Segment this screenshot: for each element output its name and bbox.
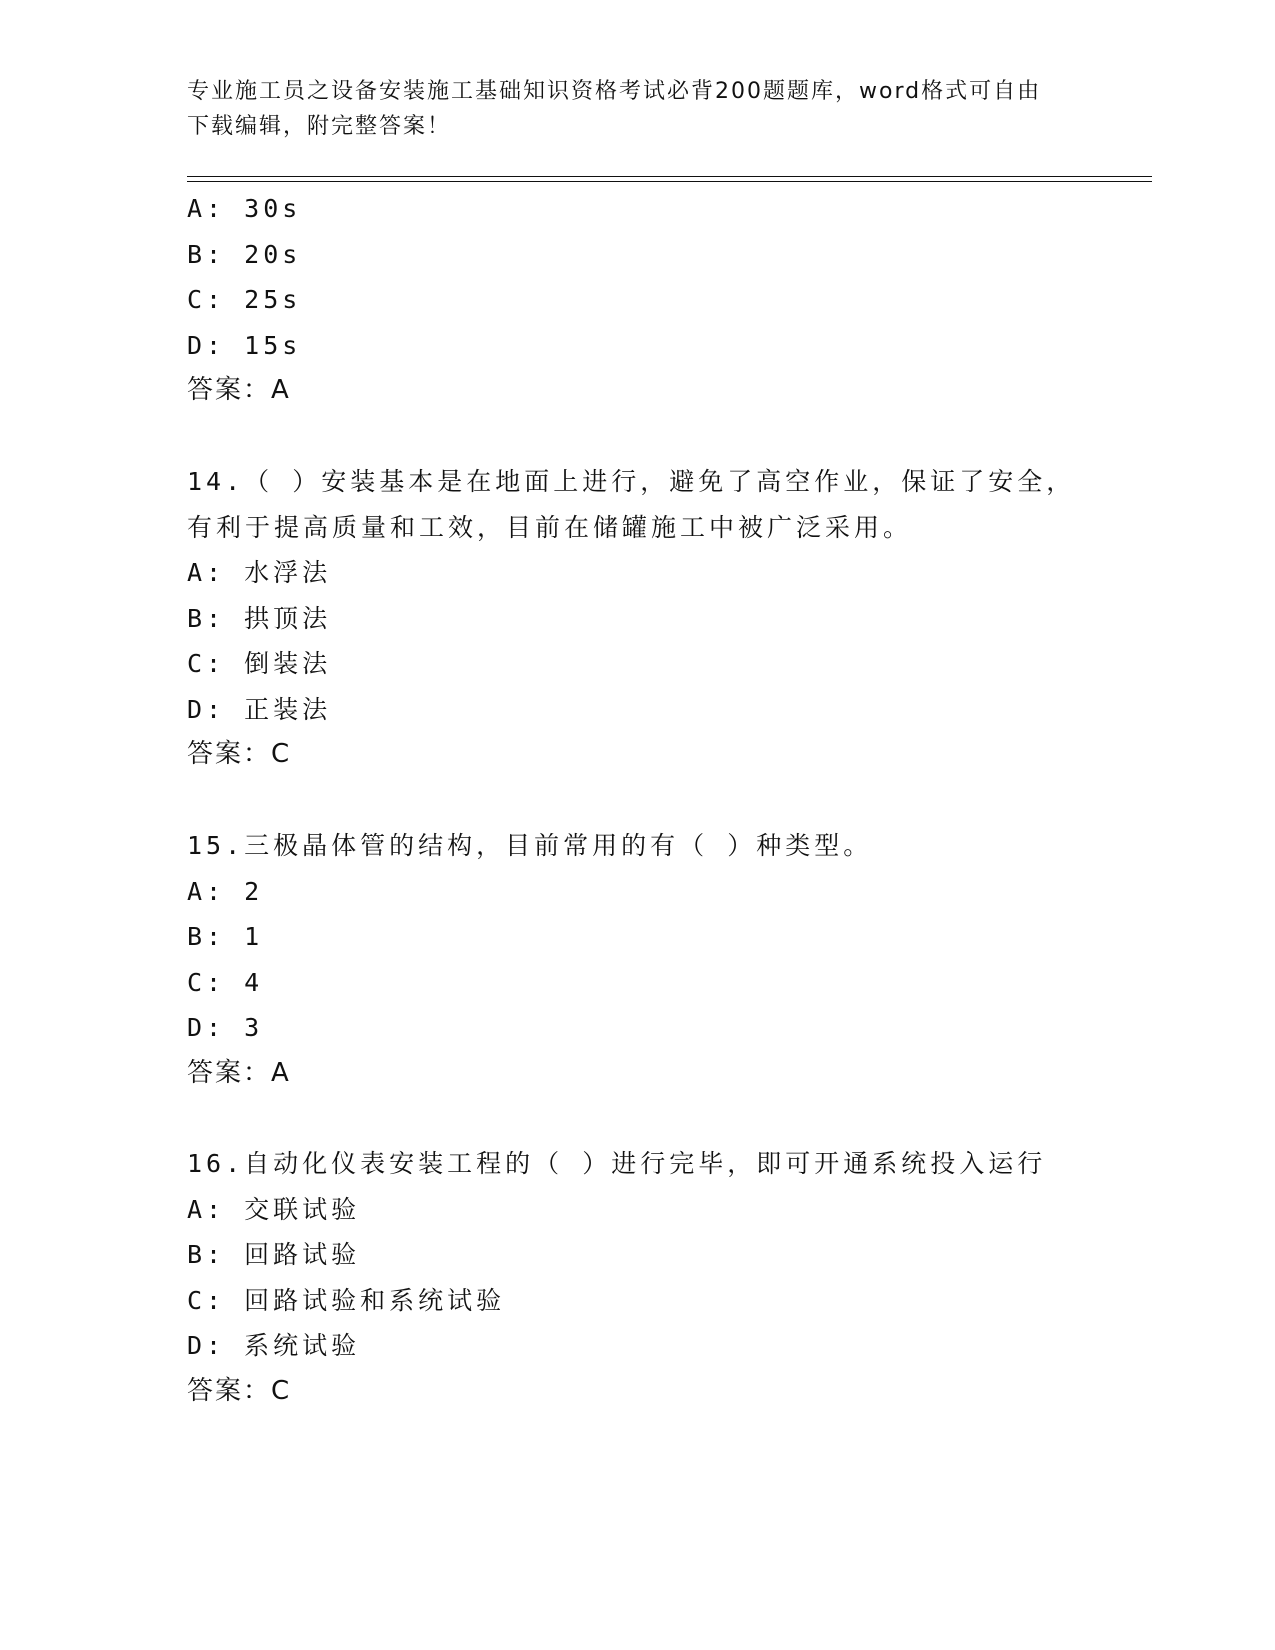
question-13	[187, 186, 1147, 414]
option-c: C: 倒装法	[187, 649, 332, 678]
option-d: D: 3	[187, 1013, 264, 1042]
option-c: C: 回路试验和系统试验	[187, 1285, 506, 1315]
option-a: A: 2	[187, 876, 264, 906]
question-15	[187, 823, 1147, 1096]
answer: 答案：C	[187, 739, 292, 769]
question-stem-line-2: 有利于提高质量和工效，目前在储罐施工中被广泛采用。	[187, 512, 913, 542]
header-line-2: 下载编辑，附完整答案！	[187, 114, 452, 139]
header-line-1: 专业施工员之设备安装施工基础知识资格考试必背200题题库，word格式可自由	[187, 79, 1042, 104]
option-a: A: 30s	[187, 194, 302, 223]
header-rule-top	[187, 176, 1152, 177]
question-16	[187, 1141, 1147, 1414]
option-d: D: 15s	[187, 330, 302, 360]
question-stem-line-1: 15.三极晶体管的结构，目前常用的有（ ）种类型。	[187, 831, 873, 860]
answer: 答案：A	[187, 1057, 291, 1088]
option-c: C: 4	[187, 967, 264, 997]
option-d: D: 系统试验	[187, 1331, 361, 1360]
option-a: A: 水浮法	[187, 558, 332, 587]
answer: 答案：C	[187, 1375, 292, 1406]
header-rule-bottom	[187, 181, 1152, 182]
option-b: B: 20s	[187, 239, 302, 269]
option-b: B: 1	[187, 922, 264, 951]
option-c: C: 25s	[187, 285, 302, 314]
document-header	[187, 74, 1087, 144]
option-d: D: 正装法	[187, 694, 332, 724]
question-14	[187, 459, 1147, 778]
option-a: A: 交联试验	[187, 1194, 361, 1224]
answer: 答案：A	[187, 375, 291, 405]
question-stem-line-1: 14.（ ）安装基本是在地面上进行，避免了高空作业，保证了安全，	[187, 467, 1076, 496]
option-b: B: 拱顶法	[187, 603, 332, 633]
option-b: B: 回路试验	[187, 1240, 361, 1269]
question-stem-line-1: 16.自动化仪表安装工程的（ ）进行完毕，即可开通系统投入运行	[187, 1149, 1047, 1178]
